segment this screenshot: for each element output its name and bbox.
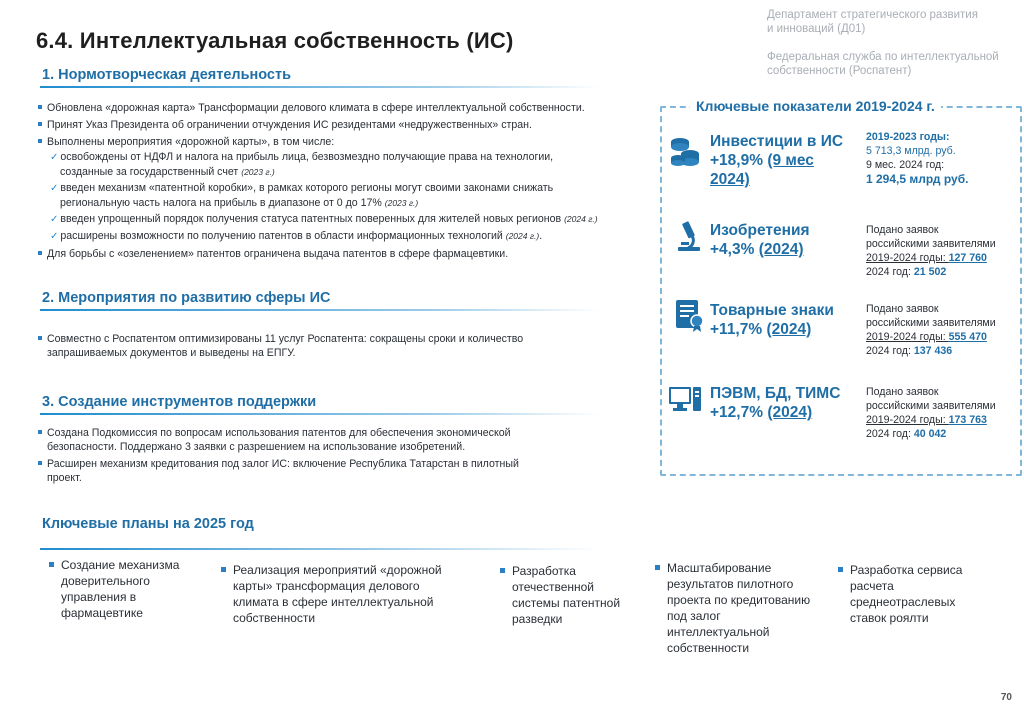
dept-line: Федеральная служба по интеллектуальной <box>767 51 999 63</box>
section-3-list <box>38 426 638 485</box>
section-1-underline <box>40 86 600 88</box>
list-item: Расширен механизм кредитования под залог ИС: включение Республика Татарстан в пилотный проект. <box>38 457 638 485</box>
list-item: Принят Указ Президента об ограничении отчуждения ИС резидентами «недружественных» стран. <box>38 118 658 132</box>
plan-item-4: Масштабирование результатов пилотного проекта по кредитованию под залог интеллектуальной собственности <box>667 560 827 656</box>
section-2-list <box>38 332 638 360</box>
dept-line: и инноваций (Д01) <box>767 23 866 35</box>
dept-line: собственности (Роспатент) <box>767 65 912 77</box>
list-item: Совместно с Роспатентом оптимизированы 11 услуг Роспатента: сокращены сроки и количество запрашиваемых документов и выведены на ЕПГУ. <box>38 332 638 360</box>
check-item: ✓ введен механизм «патентной коробки», в рамках которого регионы могут своими законами снижать региональную часть налога на прибыль в диапазоне от 0 до 17% (2023 г.) <box>50 182 554 209</box>
computer-icon <box>668 383 702 417</box>
list-item: Обновлена «дорожная карта» Трансформации делового климата в сфере интеллектуальной собственности. <box>38 101 658 115</box>
plans-underline <box>40 548 600 550</box>
plan-item-2: Реализация мероприятий «дорожной карты» трансформация делового климата в сфере интеллектуальной собственности <box>233 562 473 626</box>
kp-inventions-label: Изобретения +4,3% (2024) <box>710 222 810 258</box>
section-1-heading: 1. Нормотворческая деятельность <box>42 67 292 83</box>
section-3-underline <box>40 413 600 415</box>
certificate-icon <box>672 298 706 332</box>
kp-investments-label: Инвестиции в ИС +18,9% (9 мес 2024) <box>710 133 844 188</box>
section-1-list <box>38 101 658 261</box>
check-icon: ✓ <box>50 183 59 194</box>
kp-trademarks-details: Подано заявок российскими заявителями 2019-2024 годы: 555 470 2024 год: 137 436 <box>866 303 996 357</box>
section-3-heading: 3. Создание инструментов поддержки <box>42 394 317 410</box>
microscope-icon <box>672 220 706 254</box>
kp-software-details: Подано заявок российскими заявителями 2019-2024 годы: 173 763 2024 год: 40 042 <box>866 386 996 440</box>
coins-icon <box>668 134 702 168</box>
department-info <box>767 8 1017 78</box>
plan-item-1: Создание механизма доверительного управления в фармацевтике <box>61 557 211 621</box>
check-icon: ✓ <box>50 214 59 225</box>
list-item: Выполнены мероприятия «дорожной карты», в том числе: <box>38 135 658 149</box>
check-icon: ✓ <box>50 152 59 163</box>
check-icon: ✓ <box>50 231 59 242</box>
kp-software-label: ПЭВМ, БД, ТИМС +12,7% (2024) <box>710 385 841 421</box>
plan-item-5: Разработка сервиса расчета среднеотраслевых ставок роялти <box>850 562 1000 626</box>
kp-investments-details: 2019-2023 годы: 5 713,3 млрд. руб. 9 мес. 2024 год: 1 294,5 млрд руб. <box>866 131 969 186</box>
kp-trademarks-label: Товарные знаки +11,7% (2024) <box>710 302 834 338</box>
list-item: Для борьбы с «озеленением» патентов ограничена выдача патентов в сфере фармацевтики. <box>38 247 658 261</box>
kp-inventions-details: Подано заявок российскими заявителями 2019-2024 годы: 127 760 2024 год: 21 502 <box>866 224 996 278</box>
check-item: ✓ освобождены от НДФЛ и налога на прибыль лица, безвозмездно получающие права на технологии, созданные за государственный счет (2023 г.) <box>50 151 554 178</box>
page-title: 6.4. Интеллектуальная собственность (ИС) <box>36 28 514 53</box>
section-2-heading: 2. Мероприятия по развитию сферы ИС <box>42 290 331 306</box>
key-indicators-title: Ключевые показатели 2019-2024 г. <box>690 98 941 114</box>
list-item: Создана Подкомиссия по вопросам использования патентов для обеспечения экономической безопасности. Поддержано 3 заявки с разрешением на использование изобретений. <box>38 426 638 454</box>
dept-line: Департамент стратегического развития <box>767 9 978 21</box>
plans-heading: Ключевые планы на 2025 год <box>42 516 254 532</box>
page-number: 70 <box>1000 692 1012 703</box>
plan-item-3: Разработка отечественной системы патентной разведки <box>512 563 647 627</box>
section-2-underline <box>40 309 600 311</box>
check-item: ✓ введен упрощенный порядок получения статуса патентных поверенных для жителей новых регионов (2024 г.) <box>50 213 598 225</box>
check-item: ✓ расширены возможности по получению патентов в области информационных технологий (2024 г.). <box>50 230 543 242</box>
